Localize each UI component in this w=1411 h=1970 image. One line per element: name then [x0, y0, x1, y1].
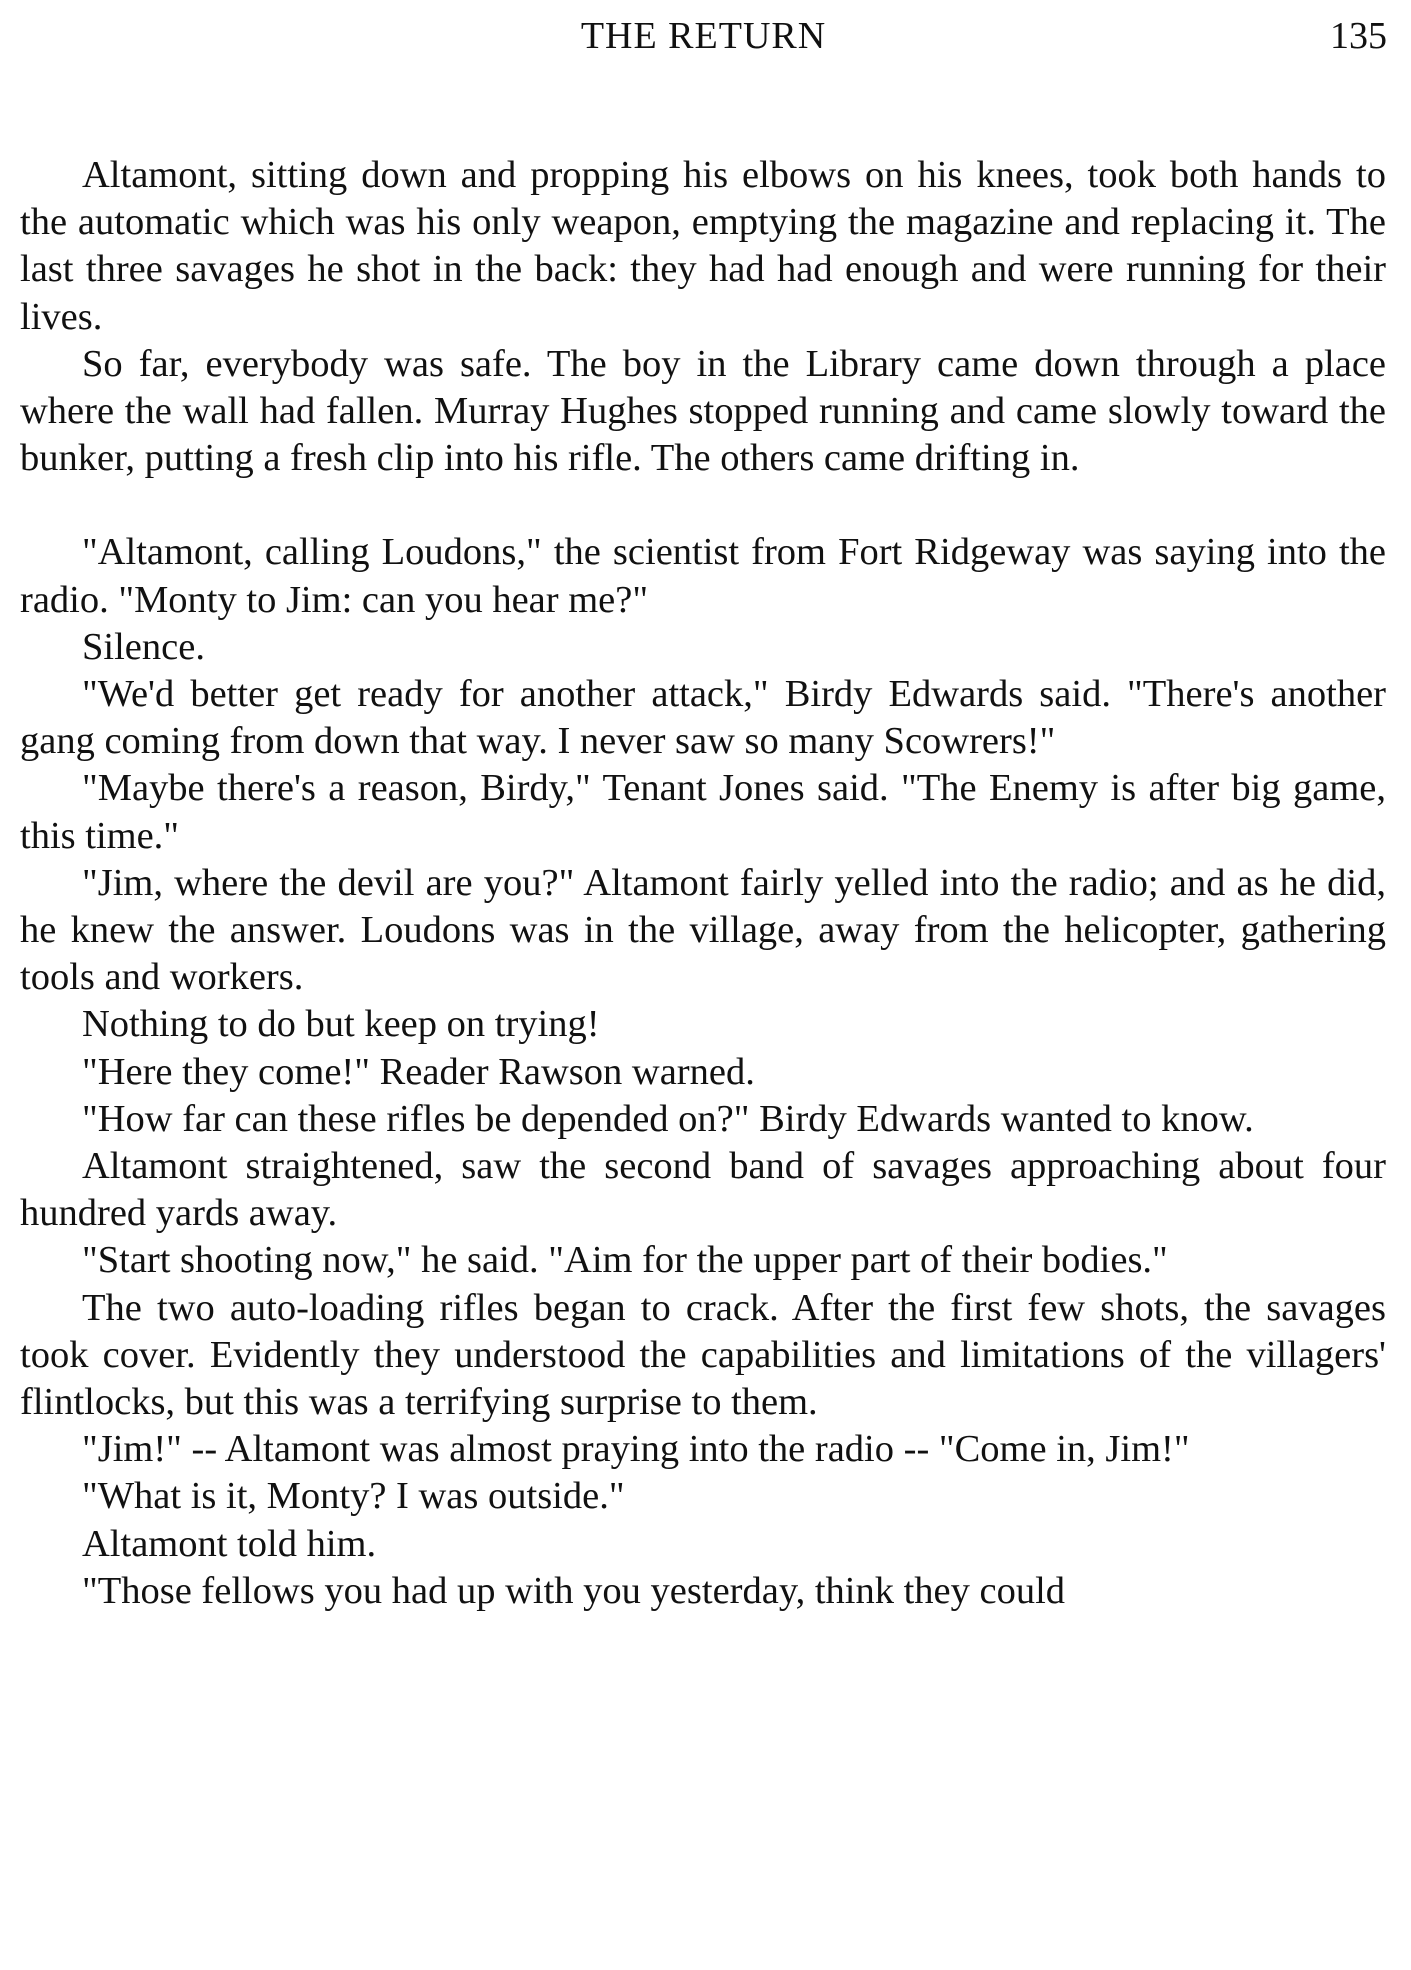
- page-body: [20, 152, 1386, 1615]
- paragraph: Nothing to do but keep on trying!: [82, 1003, 600, 1046]
- paragraph: "Jim!" -- Altamont was almost praying into the radio -- "Come in, Jim!": [82, 1428, 1190, 1471]
- running-head: THE RETURN: [580, 15, 827, 57]
- paragraph: Altamont told him.: [82, 1522, 377, 1565]
- paragraph: "We'd better get ready for another attack," Birdy Edwards said. "There's another gang coming from down that way. I never saw so many Scowrers!": [20, 673, 1386, 763]
- paragraph: "Those fellows you had up with you yesterday, think they could: [82, 1569, 1066, 1612]
- paragraph: Silence.: [82, 625, 205, 668]
- page-number: 135: [1330, 15, 1387, 57]
- paragraph: "Altamont, calling Loudons," the scientist from Fort Ridgeway was saying into the radio. "Monty to Jim: can you hear me?": [20, 531, 1386, 621]
- paragraph: Altamont, sitting down and propping his elbows on his knees, took both hands to the automatic which was his only weapon, emptying the magazine and replacing it. The last three savages he shot in the back: they had had enough and were running for their lives.: [20, 154, 1386, 338]
- paragraph: "How far can these rifles be depended on?" Birdy Edwards wanted to know.: [82, 1097, 1254, 1140]
- page-header: [20, 14, 1387, 58]
- paragraph: "Start shooting now," he said. "Aim for the upper part of their bodies.": [82, 1239, 1168, 1282]
- paragraph: Altamont straightened, saw the second band of savages approaching about four hundred yards away.: [20, 1145, 1386, 1235]
- paragraph: So far, everybody was safe. The boy in the Library came down through a place where the wall had fallen. Murray Hughes stopped running and came slowly toward the bunker, putting a fresh clip into his rifle. The others came drifting in.: [20, 342, 1386, 480]
- paragraph: The two auto-loading rifles began to crack. After the first few shots, the savages took cover. Evidently they understood the capabilities and limitations of the villagers' flintlocks, but this was a terrifying surprise to them.: [20, 1286, 1386, 1424]
- paragraph: "What is it, Monty? I was outside.": [82, 1475, 625, 1518]
- paragraph: "Jim, where the devil are you?" Altamont fairly yelled into the radio; and as he did, he knew the answer. Loudons was in the village, away from the helicopter, gathering tools and workers.: [20, 861, 1386, 999]
- paragraph: "Here they come!" Reader Rawson warned.: [82, 1050, 755, 1093]
- paragraph: "Maybe there's a reason, Birdy," Tenant Jones said. "The Enemy is after big game, this time.": [20, 767, 1386, 857]
